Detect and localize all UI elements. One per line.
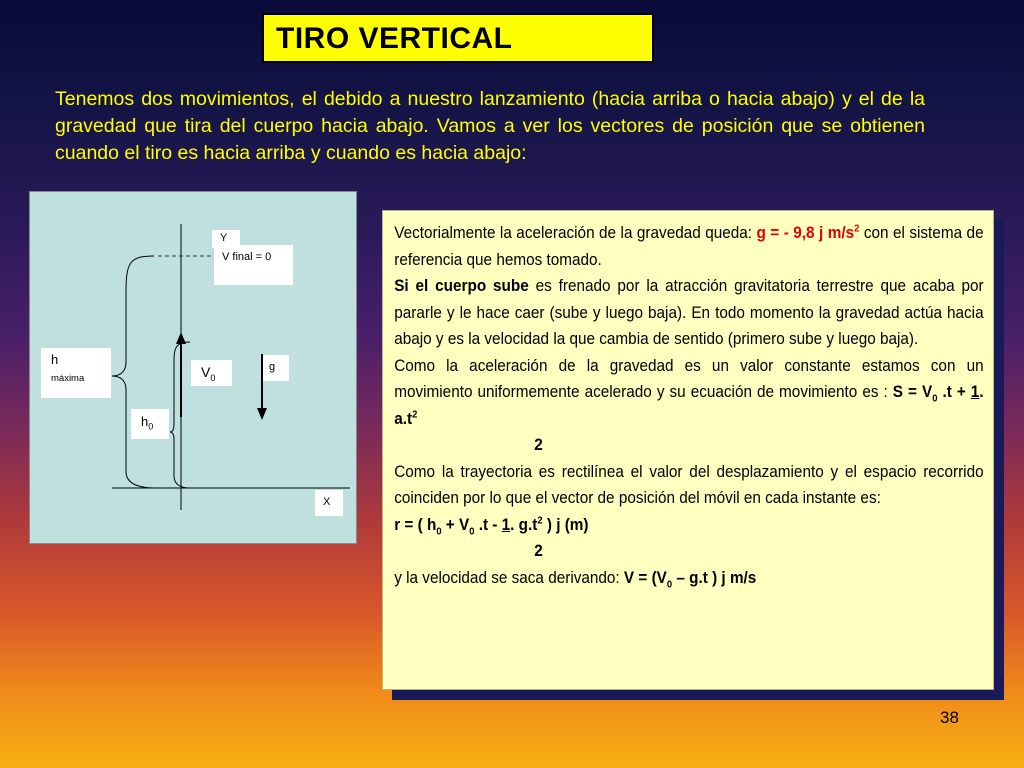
v-eq-a: V = (V: [623, 568, 667, 587]
r-eq-b: + V: [441, 515, 470, 534]
r-eq-a: r = ( h: [394, 515, 437, 534]
v0-label: [191, 360, 232, 386]
p2-bold: Si el cuerpo sube: [394, 277, 529, 295]
gravity-exponent: 2: [854, 223, 860, 235]
h0-base: h: [141, 414, 149, 429]
v-eq-b: – g.t ) j m/s: [672, 568, 757, 587]
h-max-label: [41, 348, 111, 398]
v0-arrow-head: [176, 332, 186, 344]
title-box: [262, 13, 654, 63]
paragraph-equation: [394, 353, 983, 433]
page-number: 38: [940, 708, 959, 727]
paragraph-rising: [394, 273, 983, 353]
explanation-textbox: [382, 210, 994, 690]
eq-v0-sub: 0: [932, 393, 938, 405]
p6-text: y la velocidad se saca derivando:: [394, 568, 624, 587]
paragraph-trajectory: Como la trayectoria es rectilínea el valor del desplazamiento y el espacio recorrido coinciden por lo que el vector de posición del móvil en cada instante es:: [394, 462, 984, 507]
g-arrow-head: [257, 408, 267, 420]
v0-base: V: [201, 364, 211, 380]
h0-subscript: 0: [148, 421, 154, 432]
slide-title: TIRO VERTICAL: [276, 22, 513, 55]
v-eq-sub: 0: [666, 578, 673, 590]
velocity-equation: [623, 568, 757, 590]
gravity-value: g = - 9,8 j m/s: [756, 224, 855, 242]
v-final-label: V final = 0: [214, 245, 293, 285]
eq-at: . a.t: [394, 383, 984, 428]
r-eq-c: .t -: [474, 515, 502, 534]
paragraph-gravity: [394, 220, 983, 273]
intro-paragraph: Tenemos dos movimientos, el debido a nuestro lanzamiento (hacia arriba o hacia abajo) y el de la gravedad que tira del cuerpo hacia abajo. Vamos a ver los vectores de posición que se obtienen cuando el tiro es hacia arriba y cuando es hacia abajo:: [55, 88, 925, 164]
r-eq-v0-sub: 0: [469, 525, 475, 537]
eq-exponent: 2: [412, 409, 418, 421]
h-label-subtext: máxima: [51, 373, 85, 384]
diagram-panel: [29, 191, 357, 544]
r-eq-h0-sub: 0: [436, 525, 442, 537]
p3-text: Como la aceleración de la gravedad es un valor constante estamos con un movimiento uniformemente acelerado y su ecuación de movimiento es :: [394, 356, 984, 401]
eq-s: S = V: [892, 383, 933, 401]
position-denominator: 2: [534, 542, 543, 560]
r-eq-exponent: 2: [537, 515, 543, 527]
paragraph-velocity: [394, 565, 983, 592]
h-label-text: h: [51, 352, 59, 367]
position-vector-equation: [394, 512, 983, 539]
p1-text-a: Vectorialmente la aceleración de la gravedad queda:: [394, 224, 757, 242]
eq-t: .t +: [937, 383, 971, 401]
h0-label: [131, 409, 169, 439]
p2-rest: es frenado por la atracción gravitatoria terrestre que acaba por pararle y le hace caer (sube y luego baja). En todo momento la gravedad actúa hacia abajo y es la velocidad la que cambia de sentido (primero sube y luego baja).: [394, 277, 984, 348]
r-eq-e: ) j (m): [542, 515, 589, 534]
x-axis-label: X: [315, 490, 343, 516]
equation-denominator: 2: [534, 436, 543, 454]
r-eq-d: . g.t: [510, 515, 538, 534]
eq-numerator: 1: [970, 383, 980, 401]
g-label: g: [263, 355, 289, 381]
gravity-formula: [756, 224, 859, 242]
y-axis-label: Y: [212, 230, 240, 248]
r-eq-numerator: 1: [501, 515, 511, 534]
v0-subscript: 0: [210, 372, 216, 383]
p1-text-b: con el sistema de referencia que hemos tomado.: [394, 224, 984, 269]
h-max-brace: [112, 256, 154, 488]
